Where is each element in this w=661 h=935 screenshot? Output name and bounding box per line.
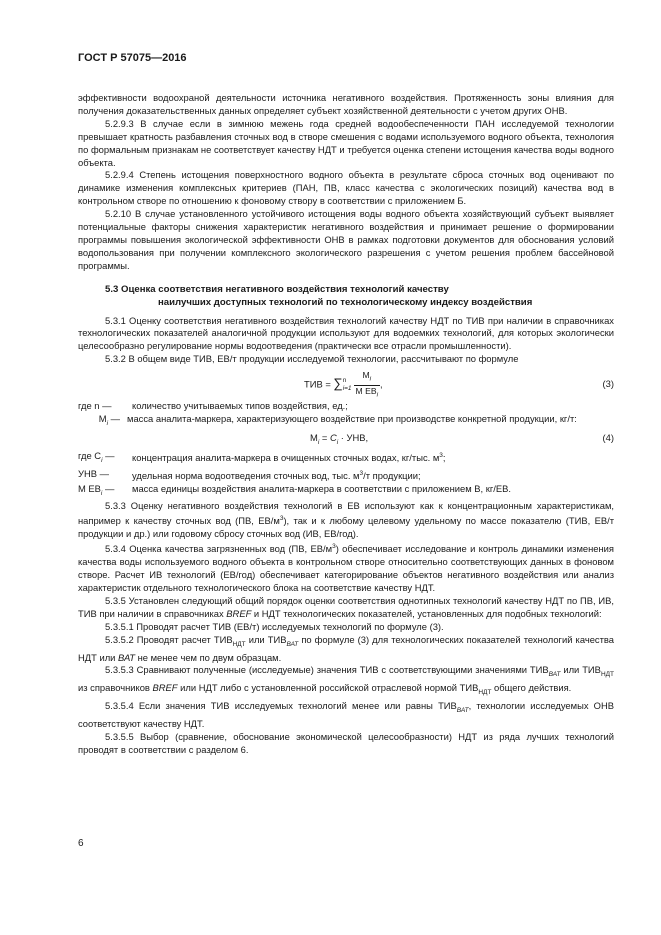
definition-label-sub: i <box>106 419 109 427</box>
definition-label-sub: i <box>100 489 103 497</box>
formula-4-c-sub: i <box>336 438 339 446</box>
paragraph-5-2-9-3: 5.2.9.3 В случае если в зимнюю межень года средней водообеспеченности ПАН исследуемой технологии превышает кратность разбавления сточных вод в створе смешения с водами используемого водного объекта, технология по формальным признакам не соответствует качеству НДТ и требуется оценка степени истощения качества воды водного объекта. <box>78 117 614 168</box>
formula-3-lhs: ТИВ = <box>304 378 334 390</box>
definition-text: масса аналита-маркера, характеризующего воздействие при производстве конкретной продукции, кг/т: <box>127 413 577 425</box>
section-heading-line2: наилучших доступных технологий по технологическому индексу воздействия <box>158 296 533 308</box>
denominator-sub: i <box>376 391 379 399</box>
formula-4-lhs-sub: i <box>317 438 320 446</box>
definition-label: УНВ — <box>78 467 109 479</box>
paragraph-5-3-5-4: 5.3.5.4 Если значения ТИВ исследуемых технологий менее или равны $ТИВ_{ВАТ}$, технологии исследуемых ОНВ соответствуют качеству НДТ. <box>78 699 614 729</box>
paragraph: эффективности водоохраной деятельности источника негативного воздействия. Протяженность зоны влияния для получения доказательственных данных определяет субъект хозяйственной деятельности с учетом других ОНВ. <box>78 92 614 116</box>
definition-label: где n — <box>78 400 112 412</box>
paragraph-5-3-5-2: 5.3.5.2 Проводят расчет $ТИВ_{НДТ}$ или $ТИВ_{ВАТ}$ по формуле (3) для технологических показателей технологий качества НДТ или ВАТ не менее чем по двум образцам. <box>78 633 615 663</box>
definition-text: удельная норма водоотведения сточных вод, тыс. м <box>132 469 360 481</box>
definition-label: M <box>98 413 107 425</box>
definition-n <box>78 400 614 413</box>
definition-label: M EB <box>78 482 101 494</box>
definition-dash: — <box>102 449 115 461</box>
formula-4 <box>78 432 614 447</box>
paragraph-5-3-2: 5.3.2 В общем виде ТИВ, ЕВ/т продукции исследуемой технологии, рассчитывают по формуле <box>105 353 519 365</box>
page-number: 6 <box>78 838 84 849</box>
document-page <box>78 52 614 756</box>
formula-4-eq: = <box>319 431 330 443</box>
definition-text: количество учитываемых типов воздействия, ед.; <box>132 400 348 412</box>
formula-3-tail: , <box>380 378 383 390</box>
formula-3-number: (3) <box>602 378 614 390</box>
sum-upper: n <box>342 377 347 385</box>
paragraph-5-2-9-4: 5.2.9.4 Степень истощения поверхностного водного объекта в результате сброса сточных вод оценивают по динамике изменения комплексных критериев (ПАН, ПВ, класс качества с экологических позиций) качества вод в контрольном створе по отношению к фоновому створу в соответствии с приложением Б. <box>78 169 614 207</box>
definition-sup: 3 <box>359 469 364 477</box>
definition-unv <box>78 468 614 483</box>
formula-4-lhs: M <box>310 431 318 443</box>
paragraph-5-3-1: 5.3.1 Оценку соответствия негативного воздействия технологий качеству НДТ по ТИВ при наличии в справочниках технологических показателей аналогичной продукции используют для водоемких технологий, для которых экологически целесообразно регулирование нормы водоотведения (практически все отрасли промышленности). <box>78 314 614 352</box>
formula-3 <box>78 366 614 400</box>
definition-label: где C <box>78 449 102 461</box>
paragraph-5-2-10: 5.2.10 В случае установленного устойчивого истощения воды водного объекта хозяйствующий субъект выявляет потенциальные факторы снижения характеристик негативного воздействия и принимает решение о формировании программы повышения экологической эффективности ОНВ в рамках подготовки документов для обоснования условий водопользования при получении комплексного экологического разрешения с учетом решения проблем бассейновой программы. <box>78 208 614 271</box>
formula-4-c: C <box>329 431 337 443</box>
definition-m-ev <box>78 483 614 501</box>
formula-3-body <box>304 370 383 400</box>
definition-text-end: /т продукции; <box>363 469 421 481</box>
paragraph-5-3-5-5: 5.3.5.5 Выбор (сравнение, обоснование экономической целесообразности) НДТ из ряда лучших технологий проводят в соответствии с разделом 6. <box>78 730 614 755</box>
paragraph-5-3-3: 5.3.3 Оценку негативного воздействия технологий в ЕВ используют как к концентрационным характеристикам, например к качеству сточных вод (ПВ, $ЕВ/м^3$), так и к любому целевому удельному по массе показателю (ТИВ, ЕВ/т продукции и др.) или годовому сбросу сточных вод (ИВ, ЕВ/год). <box>78 500 614 540</box>
paragraph-5-3-4: 5.3.4 Оценка качества загрязненных вод (ПВ, $ЕВ/м^3$) обеспечивает исследование и контроль динамики изменения качества воды используемого водного объекта в контрольном створе относительно соответствующих данных в фоновом створе. Расчет ИВ технологий (ЕВ/год) обеспечивает категорирование объектов негативного воздействия или анализ характеристик отдельного технологического блока на соответствие качеству НДТ. <box>78 543 614 594</box>
definition-mi <box>78 413 614 431</box>
formula-4-number: (4) <box>602 431 614 443</box>
section-heading-5-3 <box>78 284 614 310</box>
document-header: ГОСТ Р 57075—2016 <box>78 52 187 64</box>
definition-label-sub: i <box>101 456 103 464</box>
definition-dash: — <box>108 413 120 425</box>
numerator: M <box>362 370 370 381</box>
definition-text: масса единицы воздействия аналита-маркера в соответствии с приложением В, кг/ЕВ. <box>132 482 511 494</box>
formula-3-fraction <box>354 370 380 400</box>
formula-4-tail: · УНВ, <box>338 431 369 443</box>
numerator-sub: i <box>369 375 372 383</box>
section-heading-line1: 5.3 Оценка соответствия негативного воздействия технологий качеству <box>105 283 449 295</box>
formula-4-body <box>310 432 368 446</box>
definition-ci <box>78 450 614 468</box>
sum-symbol: ∑ <box>333 375 343 391</box>
definition-text: концентрация аналита-маркера в очищенных сточных водах, кг/тыс. м <box>132 451 440 463</box>
definition-sup: 3 <box>439 451 443 459</box>
definition-dash: — <box>102 482 115 494</box>
paragraph-5-3-5: 5.3.5 Установлен следующий общий порядок оценки соответствия однотипных технологий качеству НДТ по ПВ, ИВ, ТИВ при наличии в справочниках BREF и НДТ технологических показателей, установленных для подобных технологий: <box>78 595 614 619</box>
definition-text-end: ; <box>442 451 446 463</box>
paragraph-5-3-5-3: 5.3.5.3 Сравнивают полученные (исследуемые) значения ТИВ с соответствующими значениями $ТИВ_{ВАТ}$ или $ТИВ_{НДТ}$ из справочников BREF или НДТ либо с установленной российской отраслевой нормой $ТИВ_{НДТ}$ общего действия. <box>78 664 615 697</box>
denominator: M EB <box>355 385 377 396</box>
paragraph-5-3-5-1: 5.3.5.1 Проводят расчет ТИВ (ЕВ/т) исследуемых технологий по формуле (3). <box>105 620 444 632</box>
sum-lower: i=1 <box>342 385 352 393</box>
